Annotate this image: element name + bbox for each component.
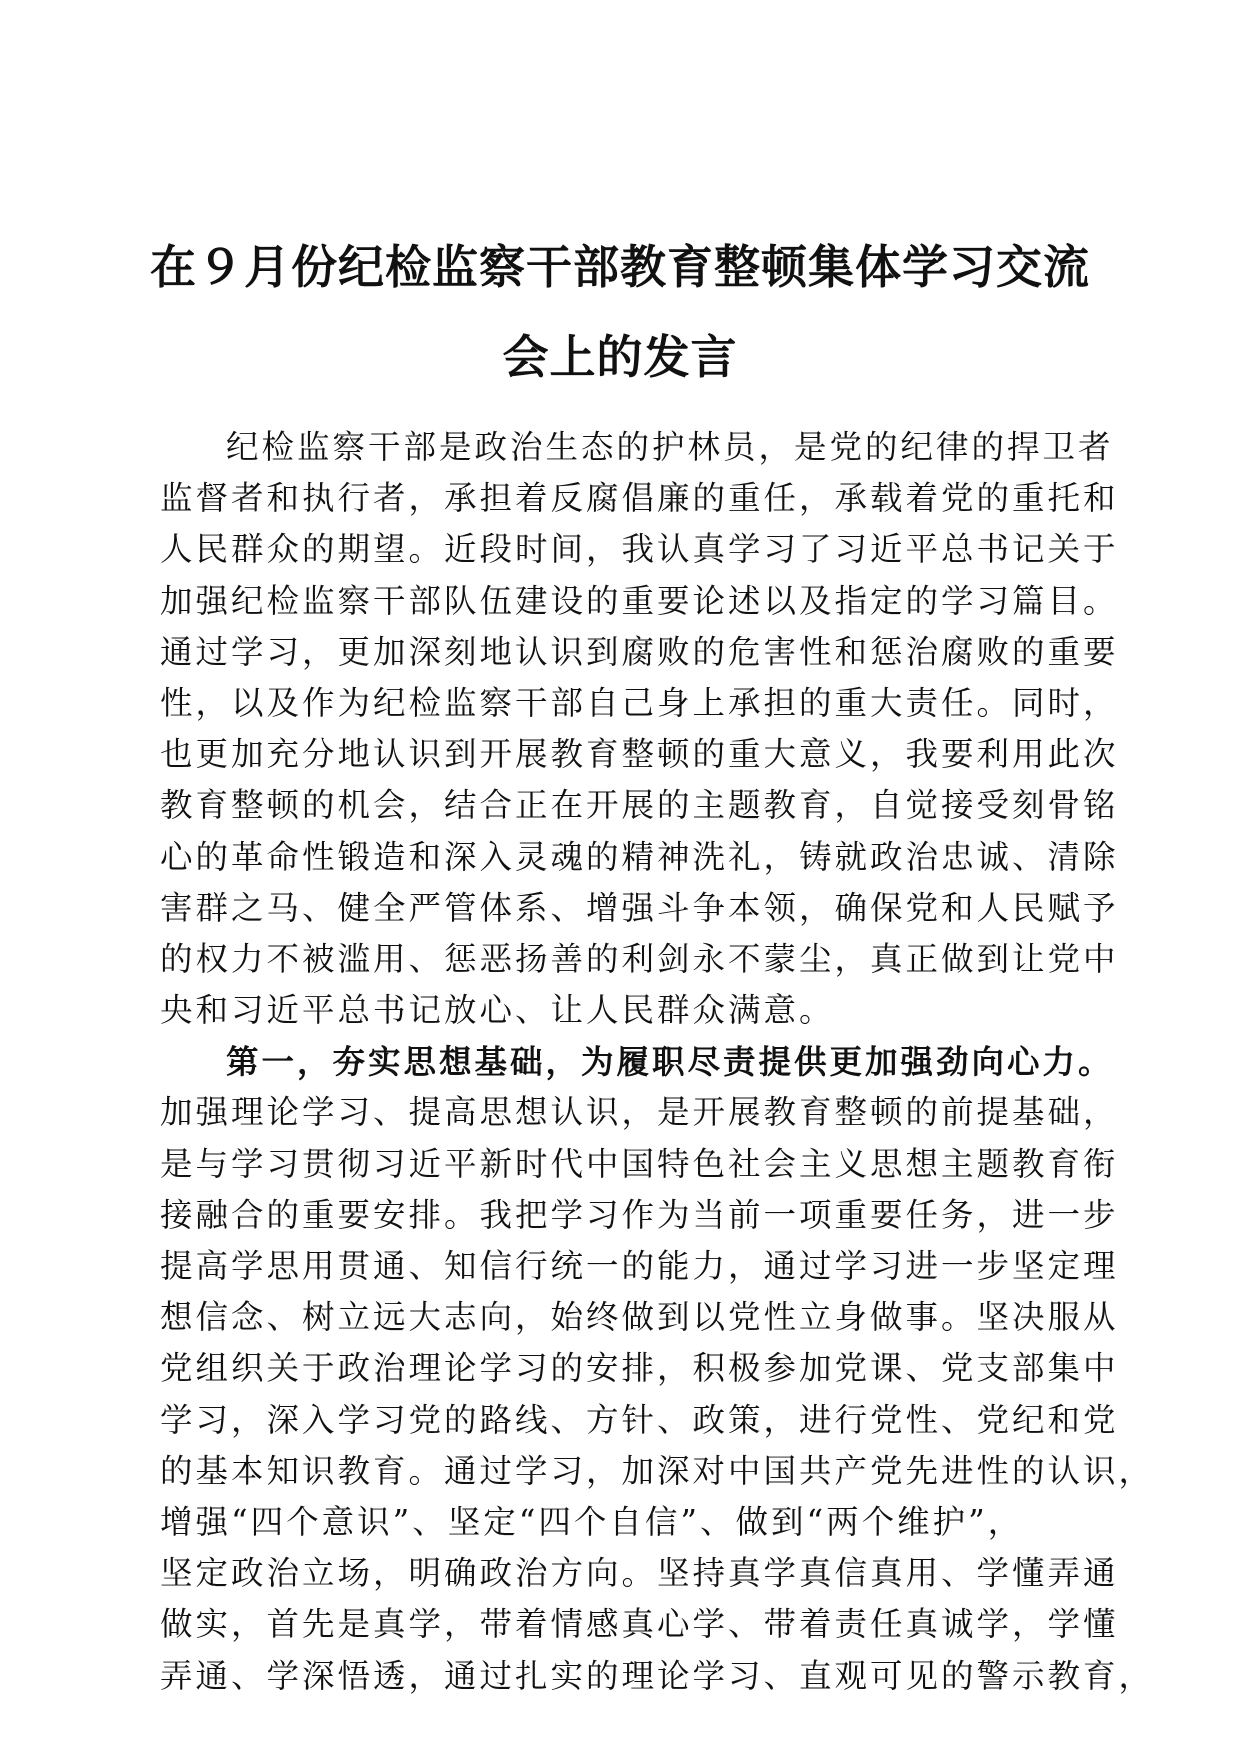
paragraph-line: 教育整顿的机会，结合正在开展的主题教育，自觉接受刻骨铭 [160, 786, 1119, 825]
section-heading: 第一，夯实思想基础，为履职尽责提供更加强劲向心力。 [226, 1042, 1114, 1082]
paragraph-line: 害群之马、健全严管体系、增强斗争本领，确保党和人民赋予 [160, 888, 1119, 927]
paragraph-line: 是与学习贯彻习近平新时代中国特色社会主义思想主题教育衔 [160, 1144, 1119, 1183]
paragraph-line: 通过学习，更加深刻地认识到腐败的危害性和惩治腐败的重要 [160, 632, 1119, 671]
paragraph-line: 增强“四个意识”、坚定“四个自信”、做到“两个维护”， [160, 1502, 1024, 1541]
paragraph-line: 纪检监察干部是政治生态的护林员，是党的纪律的捍卫者 [226, 428, 1114, 466]
paragraph-line: 央和习近平总书记放心、让人民群众满意。 [160, 991, 835, 1030]
paragraph-line: 人民群众的期望。近段时间，我认真学习了习近平总书记关于 [160, 530, 1119, 569]
paragraph-line: 的权力不被滥用、惩恶扬善的利剑永不蒙尘，真正做到让党中 [160, 939, 1119, 978]
title-line: 会上的发言 [502, 330, 738, 384]
document-title [150, 222, 1090, 402]
paragraph-line: 也更加充分地认识到开展教育整顿的重大意义，我要利用此次 [160, 735, 1119, 774]
paragraph-line: 接融合的重要安排。我把学习作为当前一项重要任务，进一步 [160, 1195, 1119, 1234]
paragraph-line: 心的革命性锻造和深入灵魂的精神洗礼，铸就政治忠诚、清除 [160, 837, 1119, 876]
paragraph-line: 坚定政治立场，明确政治方向。坚持真学真信真用、学懂弄通 [160, 1554, 1119, 1593]
paragraph-line: 做实，首先是真学，带着情感真心学、带着责任真诚学，学懂 [160, 1605, 1119, 1644]
paragraph-line: 性，以及作为纪检监察干部自己身上承担的重大责任。同时， [160, 683, 1119, 722]
paragraph-line: 弄通、学深悟透，通过扎实的理论学习、直观可见的警示教育， [160, 1656, 1155, 1695]
paragraph-line: 党组织关于政治理论学习的安排，积极参加党课、党支部集中 [160, 1349, 1119, 1388]
paragraph-line: 监督者和执行者，承担着反腐倡廉的重任，承载着党的重托和 [160, 479, 1119, 518]
paragraph-line: 想信念、树立远大志向，始终做到以党性立身做事。坚决服从 [160, 1298, 1119, 1337]
paragraph-line: 的基本知识教育。通过学习，加深对中国共产党先进性的认识， [160, 1451, 1155, 1490]
document-body [160, 422, 1155, 1702]
paragraph-line: 加强纪检监察干部队伍建设的重要论述以及指定的学习篇目。 [160, 581, 1119, 620]
title-line: 在９月份纪检监察干部教育整顿集体学习交流 [150, 240, 1090, 294]
paragraph-line: 学习，深入学习党的路线、方针、政策，进行党性、党纪和党 [160, 1400, 1119, 1439]
paragraph-line: 加强理论学习、提高思想认识，是开展教育整顿的前提基础， [160, 1093, 1119, 1132]
paragraph-line: 提高学思用贯通、知信行统一的能力，通过学习进一步坚定理 [160, 1247, 1119, 1285]
